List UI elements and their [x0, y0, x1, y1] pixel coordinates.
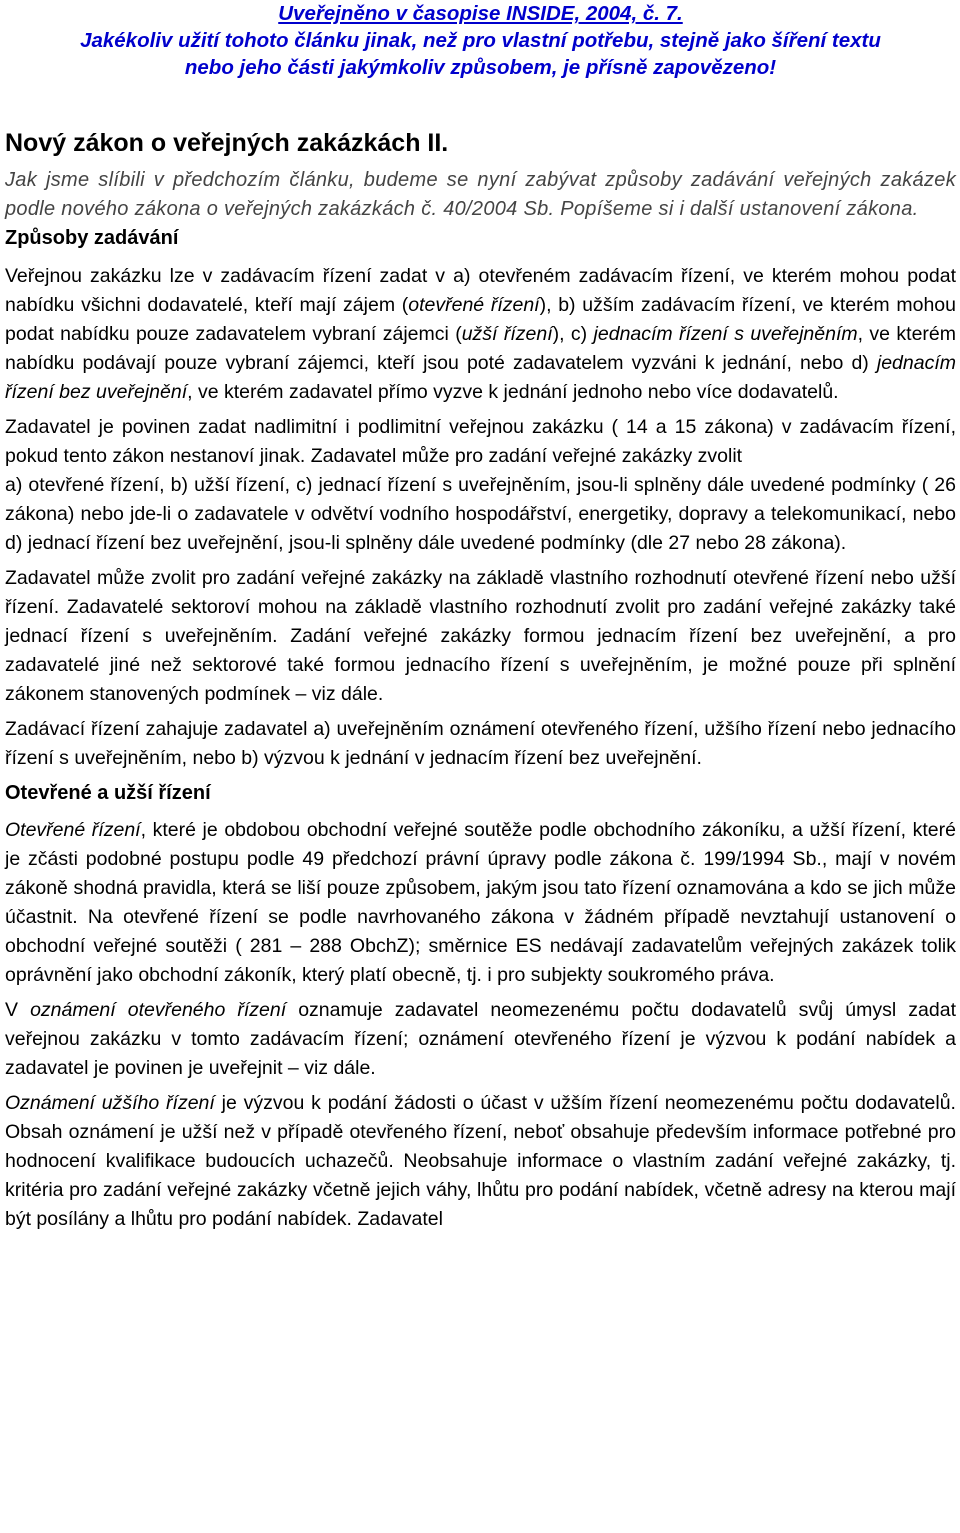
- notice-line-1: Uveřejněno v časopise INSIDE, 2004, č. 7.: [278, 2, 683, 25]
- section-heading-zpusoby-zadavani: Způsoby zadávání: [5, 227, 179, 249]
- paragraph-text: , ve kterém nabídku podávají pouze vybraní zájemci, kteří jsou poté zadavatelem vyzváni k jednání, nebo d): [5, 323, 957, 374]
- term-emphasis: jednacím řízení bez uveřejnění: [5, 352, 956, 403]
- paragraph: [5, 262, 956, 407]
- paragraph-text: Veřejnou zakázku lze v zadávacím řízení zadat v a) otevřeném zadávacím řízení, ve kterém mohou podat nabídku všichni dodavatelé, kteří mají zájem (: [5, 265, 956, 316]
- paragraph-text: ), c): [552, 323, 594, 345]
- paragraph: Zadavatel je povinen zadat nadlimitní i podlimitní veřejnou zakázku ( 14 a 15 zákona) v zadávacím řízení, pokud tento zákon nestanoví jinak. Zadavatel může pro zadání veřejné zakázky zvolit: [5, 416, 956, 467]
- term-emphasis: užší řízení: [461, 323, 553, 345]
- notice-line-3: nebo jeho části jakýmkoliv způsobem, je přísně zapovězeno!: [184, 56, 777, 79]
- publication-notice: [5, 0, 956, 81]
- paragraph-text: je výzvou k podání žádosti o účast v užším řízení neomezenému počtu dodavatelů. Obsah oznámení je užší než v případě otevřeného řízení, neboť obsahuje především informace potřebné pro hodnocení kvalifikace budoucích uchazečů. Neobsahuje informace o vlastním zadání veřejné zakázky, tj. kritéria pro zadání veřejné zakázky včetně jejich váhy, lhůtu pro podání nabídek, včetně adresy na kterou mají být posílány a lhůtu pro podání nabídek. Zadavatel: [5, 1092, 956, 1230]
- term-emphasis: Otevřené řízení: [5, 819, 141, 841]
- term-emphasis: jednacím řízení s uveřejněním: [593, 323, 858, 345]
- paragraph: [5, 816, 956, 990]
- paragraph: [5, 996, 956, 1083]
- paragraph-text: V: [5, 999, 31, 1021]
- article-title: Nový zákon o veřejných zakázkách II.: [5, 129, 449, 157]
- paragraph: Zadavatel může zvolit pro zadání veřejné zakázky na základě vlastního rozhodnutí otevřené řízení nebo užší řízení. Zadavatelé sektoroví mohou na základě vlastního rozhodnutí zvolit pro zadání veřejné zakázky také jednací řízení s uveřejněním. Zadání veřejné zakázky formou jednacím řízení bez uveřejnění, a pro zadavatelé jiné než sektorové také formou jednacího řízení s uveřejněním, je možné pouze při splnění zákonem stanovených podmínek – viz dále.: [5, 567, 956, 705]
- article-lead: Jak jsme slíbili v předchozím článku, budeme se nyní zabývat způsoby zadávání veřejných zakázek podle nového zákona o veřejných zakázkách č. 40/2004 Sb. Popíšeme si i další ustanovení zákona.: [5, 169, 956, 220]
- paragraph-text: , které je obdobou obchodní veřejné soutěže podle obchodního zákoníku, a užší řízení, které je zčásti podobné postupu podle 49 předchozí právní úpravy podle zákona č. 199/1994 Sb., mají v novém zákoně shodná pravidla, která se liší pouze způsobem, jakým jsou tato řízení oznamována a kdo se jich může účastnit. Na otevřené řízení se podle navrhovaného zákona v žádném případě nevztahují ustanovení o obchodní veřejné soutěži ( 281 – 288 ObchZ); směrnice ES nedávají zadavatelům veřejných zakázek tolik oprávnění jako obchodní zákoník, který platí obecně, tj. i pro subjekty soukromého práva.: [5, 819, 956, 986]
- section-heading-otevrene-a-uzsi-rizeni: Otevřené a užší řízení: [5, 782, 211, 804]
- notice-line-2: Jakékoliv užití tohoto článku jinak, než pro vlastní potřebu, stejně jako šíření textu: [80, 29, 881, 52]
- term-emphasis: otevřené řízení: [408, 294, 540, 316]
- term-emphasis: oznámení otevřeného řízení: [30, 999, 287, 1021]
- term-emphasis: Oznámení užšího řízení: [5, 1092, 215, 1114]
- paragraph-text: , ve kterém zadavatel přímo vyzve k jednání jednoho nebo více dodavatelů.: [187, 381, 839, 403]
- paragraph: Zadávací řízení zahajuje zadavatel a) uveřejněním oznámení otevřeného řízení, užšího řízení nebo jednacího řízení s uveřejněním, nebo b) výzvou k jednání v jednacím řízení bez uveřejnění.: [5, 718, 956, 769]
- paragraph: [5, 1089, 956, 1234]
- paragraph-text: ), b) užším zadávacím řízení, ve kterém mohou podat nabídku pouze zadavatelem vybraní zájemci (: [5, 294, 956, 345]
- paragraph-text: oznamuje zadavatel neomezenému počtu dodavatelů svůj úmysl zadat veřejnou zakázku v tomto zadávacím řízení; oznámení otevřeného řízení je výzvou k podání nabídek a zadavatel je povinen je uveřejnit – viz dále.: [5, 999, 956, 1079]
- paragraph: a) otevřené řízení, b) užší řízení, c) jednací řízení s uveřejněním, jsou-li splněny dále uvedené podmínky ( 26 zákona) nebo jde-li o zadavatele v odvětví vodního hospodářství, energetiky, dopravy a telekomunikací, nebo d) jednací řízení bez uveřejnění, jsou-li splněny dále uvedené podmínky (dle 27 nebo 28 zákona).: [5, 474, 956, 554]
